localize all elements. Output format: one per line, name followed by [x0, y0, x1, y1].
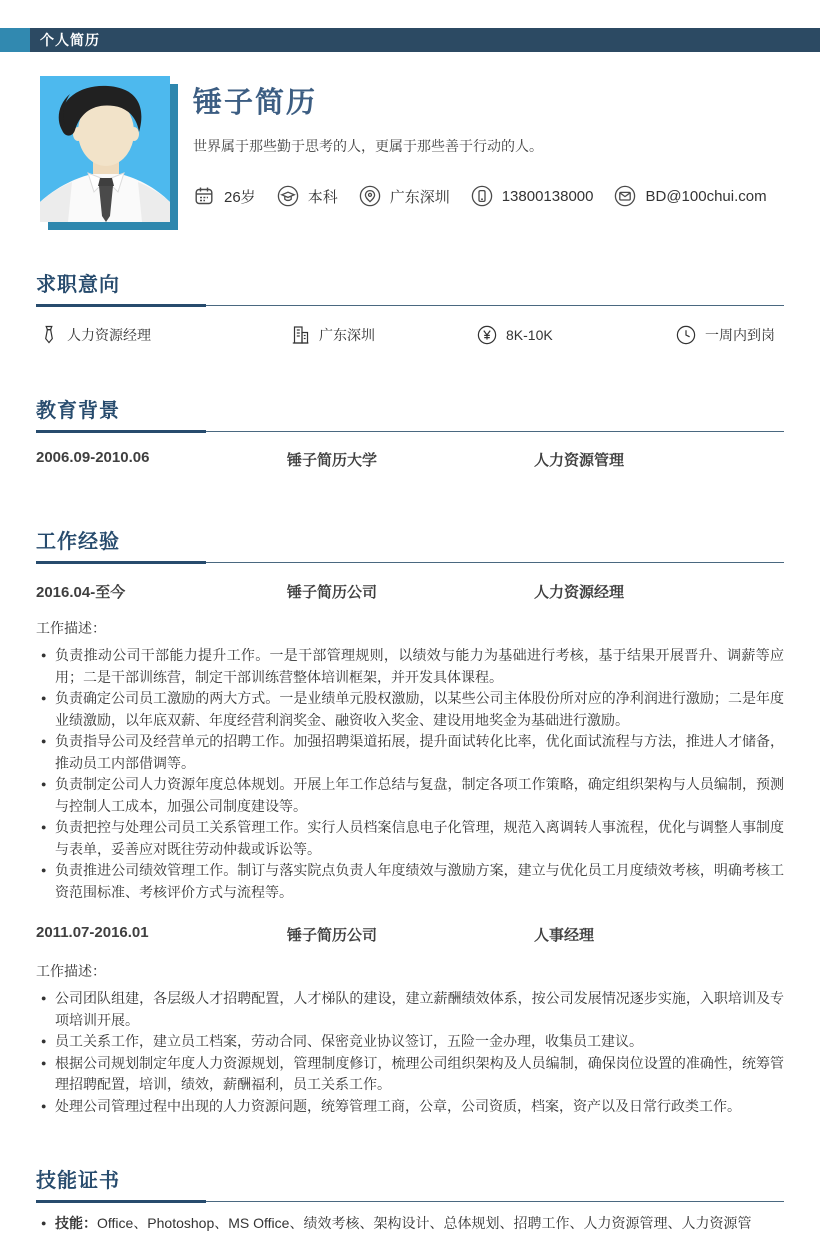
section-title: 技能证书 [36, 1170, 120, 1192]
list-item: ● 负责把控与处理公司员工关系管理工作。实行人员档案信息电子化管理，规范入离调转人事流程，优化与调整人事制度与表单，妥善应对既往劳动仲裁或诉讼等。 [36, 817, 784, 860]
job-desc-label: 工作描述： [36, 620, 106, 636]
bullet-dot: ● [41, 1036, 47, 1046]
email-icon [614, 185, 636, 207]
intention-availability [676, 325, 784, 345]
job-bullet-list [36, 645, 784, 903]
list-item: ● 公司团队组建，各层级人才招聘配置，人才梯队的建设，建立薪酬绩效体系，按公司发展情况逐步实施，入职培训及专项培训开展。 [36, 988, 784, 1031]
bullet-dot: ● [41, 736, 47, 746]
list-item: ● 负责确定公司员工激励的两大方式。一是业绩单元股权激励，以某些公司主体股份所对应的净利润进行激励；二是年度业绩激励，以年底双薪、年度经营利润奖金、融资收入奖金、建设用地奖金为基础进行激励。 [36, 688, 784, 731]
info-degree [277, 185, 338, 207]
section-header [36, 394, 784, 432]
section-header [36, 525, 784, 563]
skills-label: 技能： [55, 1215, 97, 1231]
bullet-dot: ● [41, 650, 47, 660]
job-header [36, 924, 784, 945]
section-job-intention [36, 268, 784, 345]
location-icon [359, 185, 381, 207]
intention-city-text: 广东深圳 [319, 327, 375, 343]
list-item: ● 负责指导公司及经营单元的招聘工作。加强招聘渠道拓展，提升面试转化比率，优化面试流程与方法，推进人才储备，推动员工内部借调等。 [36, 731, 784, 774]
intention-city [291, 325, 477, 345]
section-title: 工作经验 [36, 531, 120, 553]
section-education [36, 394, 784, 470]
section-work-experience [36, 525, 784, 1117]
graduation-icon [277, 185, 299, 207]
info-age-text: 26岁 [224, 188, 256, 206]
list-item: ● 负责推进公司绩效管理工作。制订与落实院点负责人年度绩效与激励方案，建立与优化员工月度绩效考核，明确考核工资范围标准、考核评价方式与流程等。 [36, 860, 784, 903]
bullet-dot: ● [41, 865, 47, 875]
list-item: ● 负责推动公司干部能力提升工作。一是干部管理规则，以绩效与能力为基础进行考核，基于结果开展晋升、调薪等应用；二是干部训练营，制定干部训练营整体培训框架，并开发具体课程。 [36, 645, 784, 688]
list-item [36, 1213, 784, 1235]
intention-position-text: 人力资源经理 [67, 327, 151, 343]
salary-icon [477, 325, 497, 345]
page-title: 个人简历 [40, 32, 100, 48]
job-role: 人力资源经理 [534, 584, 625, 601]
intention-salary-text: 8K-10K [506, 327, 553, 343]
resume-page [0, 28, 820, 1231]
page-header-bar [0, 28, 820, 52]
tie-icon [40, 325, 58, 345]
info-email-text: BD@100chui.com [645, 187, 767, 205]
clock-icon [676, 325, 696, 345]
profile-section [36, 76, 784, 222]
info-location [359, 185, 450, 207]
header-accent-block [0, 28, 30, 52]
intention-position [36, 325, 291, 345]
bullet-dot: ● [41, 1100, 47, 1111]
bullet-dot: ● [41, 822, 47, 832]
job-role: 人事经理 [534, 927, 595, 944]
info-phone-text: 13800138000 [501, 187, 594, 205]
person-name: 锤子简历 [193, 87, 318, 119]
section-skills [36, 1164, 784, 1235]
info-email [614, 185, 766, 207]
bullet-dot: ● [41, 1218, 47, 1228]
list-item: ● 处理公司管理过程中出现的人力资源问题，统筹管理工商，公章，公司资质，档案，资产以及日常行政类工作。 [36, 1096, 784, 1118]
job-company: 锤子简历公司 [287, 927, 378, 944]
profile-motto: 世界属于那些勤于思考的人，更属于那些善于行动的人。 [193, 138, 543, 154]
avatar [40, 76, 170, 222]
info-degree-text: 本科 [307, 188, 338, 206]
list-item: ● 根据公司规划制定年度人力资源规划，管理制度修订，梳理公司组织架构及人员编制，确保岗位设置的准确性，统筹管理招聘配置，培训，绩效，薪酬福利，员工关系工作。 [36, 1053, 784, 1096]
contact-info-row [193, 185, 767, 207]
bullet-dot: ● [41, 993, 47, 1003]
info-phone [471, 185, 594, 207]
section-header [36, 268, 784, 306]
list-item: ● 负责制定公司人力资源年度总体规划。开展上年工作总结与复盘，制定各项工作策略，确定组织架构与人员编制，预测与控制人工成本，加强公司制度建设等。 [36, 774, 784, 817]
section-title: 教育背景 [36, 400, 120, 422]
info-age [193, 185, 256, 207]
education-period: 2006.09-2010.06 [36, 449, 150, 466]
job-desc-label: 工作描述： [36, 963, 106, 979]
section-title: 求职意向 [36, 274, 120, 296]
job-header [36, 581, 784, 602]
info-location-text: 广东深圳 [389, 188, 450, 206]
bullet-dot: ● [41, 779, 47, 789]
job-period: 2016.04-至今 [36, 584, 126, 601]
skills-text: Office、Photoshop、MS Office、绩效考核、架构设计、总体规划、招聘工作、人力资源管理、人力资源管 [97, 1215, 752, 1231]
intention-row [36, 325, 784, 345]
education-major: 人力资源管理 [534, 452, 625, 469]
education-row [36, 449, 784, 470]
job-company: 锤子简历公司 [287, 584, 378, 601]
building-icon [291, 325, 310, 345]
skills-bullet-list [36, 1213, 784, 1235]
job-bullet-list [36, 988, 784, 1117]
calendar-icon [193, 185, 215, 207]
list-item: ● 员工关系工作，建立员工档案，劳动合同、保密竞业协议签订，五险一金办理，收集员工建议。 [36, 1031, 784, 1053]
bullet-dot: ● [41, 693, 47, 703]
bullet-dot: ● [41, 1057, 47, 1068]
intention-salary [477, 325, 676, 345]
intention-availability-text: 一周内到岗 [705, 327, 775, 343]
education-school: 锤子简历大学 [287, 452, 378, 469]
phone-icon [471, 185, 493, 207]
section-header [36, 1164, 784, 1202]
job-period: 2011.07-2016.01 [36, 924, 149, 941]
